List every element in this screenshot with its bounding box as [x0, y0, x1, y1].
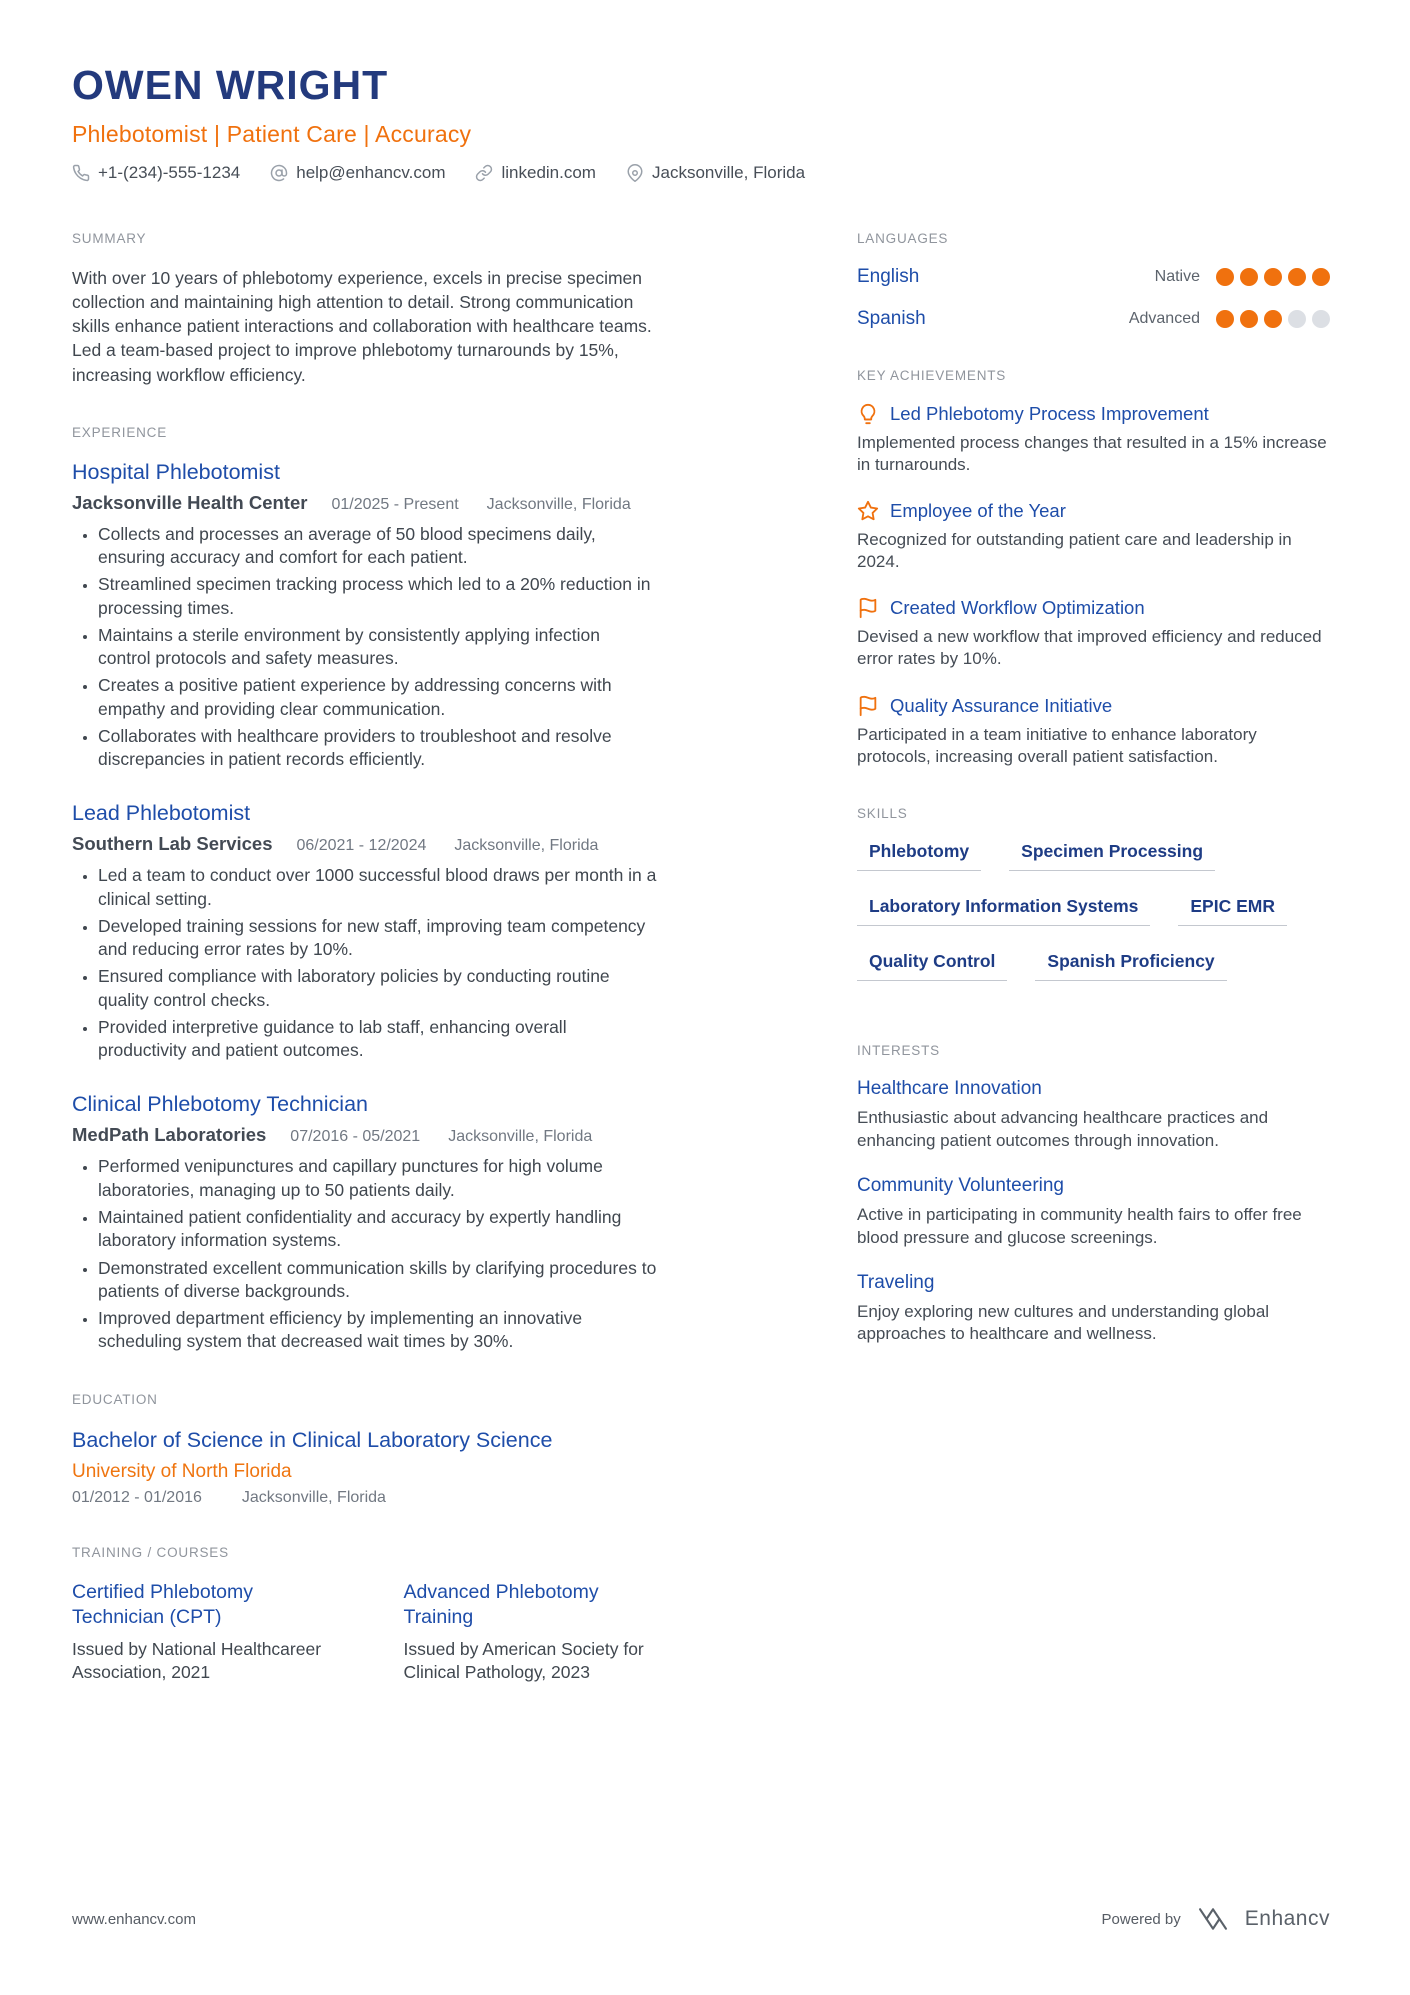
- brand-name: Enhancv: [1244, 1907, 1330, 1930]
- university-name: University of North Florida: [72, 1461, 292, 1483]
- level-dot-filled: [1264, 268, 1282, 286]
- achievement-entry: [857, 597, 1330, 670]
- achievement-text: Participated in a team initiative to enhance laboratory protocols, increasing overall patient satisfaction.: [857, 724, 1257, 766]
- job-bullet: • Ensured compliance with laboratory policies by conducting routine quality control checks.: [98, 965, 657, 1012]
- content-columns: [72, 193, 1330, 1684]
- experience-entry: [72, 460, 657, 772]
- job-location: Jacksonville, Florida: [486, 495, 631, 513]
- powered-by: [1102, 1905, 1330, 1933]
- experience-section-label: EXPERIENCE: [72, 424, 168, 440]
- level-dot-filled: [1264, 310, 1282, 328]
- contact-item[interactable]: [475, 163, 596, 183]
- course-issuer: Issued by American Society for Clinical Pathology, 2023: [403, 1639, 644, 1682]
- level-dot-empty: [1312, 310, 1330, 328]
- language-list: [857, 266, 1330, 330]
- interest-list: [857, 1078, 1330, 1347]
- interest-title: Healthcare Innovation: [857, 1077, 1042, 1099]
- summary-section: [72, 231, 657, 387]
- job-bullet: • Collaborates with healthcare providers to troubleshoot and resolve discrepancies in patient records efficiently.: [98, 725, 657, 772]
- skills-section: [857, 806, 1330, 981]
- achievement-text: Implemented process changes that resulted in a 15% increase in turnarounds.: [857, 433, 1327, 475]
- achievement-text: Recognized for outstanding patient care and leadership in 2024.: [857, 530, 1292, 572]
- achievement-list: [857, 403, 1330, 768]
- job-date-range: 06/2021 - 12/2024: [296, 837, 427, 855]
- training-section: [72, 1545, 657, 1683]
- job-date-range: 07/2016 - 05/2021: [290, 1128, 421, 1146]
- job-bullet: • Maintained patient confidentiality and accuracy by expertly handling laboratory information systems.: [98, 1206, 657, 1253]
- bullet-list: [72, 1155, 657, 1353]
- language-level-dots: [1216, 268, 1330, 286]
- summary-text: With over 10 years of phlebotomy experience, excels in precise specimen collection and maintaining high attention to detail. Strong communication skills enhance patient interactions and collaboration with healthcare teams. Led a team-based project to improve phlebotomy turnarounds by 15%, increasing workflow efficiency.: [72, 268, 652, 385]
- training-section-label: TRAINING / COURSES: [72, 1545, 229, 1561]
- interest-title: Community Volunteering: [857, 1174, 1064, 1196]
- course-entry: [404, 1580, 658, 1683]
- skill-item: Spanish Proficiency: [1035, 951, 1226, 981]
- skill-item: Laboratory Information Systems: [857, 896, 1150, 926]
- contact-text: Jacksonville, Florida: [651, 163, 806, 182]
- bullet-list: [72, 523, 657, 772]
- course-title: Advanced Phlebotomy Training: [403, 1581, 599, 1628]
- footer: [72, 1905, 1330, 1933]
- interest-entry: [857, 1175, 1330, 1250]
- level-dot-filled: [1288, 268, 1306, 286]
- job-bullet: • Performed venipunctures and capillary punctures for high volume laboratories, managing up to 50 patients daily.: [98, 1155, 657, 1202]
- job-bullet: • Led a team to conduct over 1000 successful blood draws per month in a clinical setting.: [98, 864, 657, 911]
- achievements-section: [857, 368, 1330, 768]
- achievement-text: Devised a new workflow that improved efficiency and reduced error rates by 10%.: [857, 627, 1322, 669]
- language-level: Advanced: [1128, 310, 1200, 327]
- experience-entry: [72, 801, 657, 1062]
- course-title: Certified Phlebotomy Technician (CPT): [72, 1581, 254, 1628]
- level-dot-filled: [1240, 268, 1258, 286]
- link-icon: [475, 164, 493, 182]
- interests-section-label: INTERESTS: [857, 1042, 940, 1058]
- footer-url[interactable]: www.enhancv.com: [72, 1910, 196, 1928]
- level-dot-filled: [1216, 310, 1234, 328]
- education-date-range: 01/2012 - 01/2016: [72, 1489, 202, 1507]
- level-dot-filled: [1240, 310, 1258, 328]
- experience-section: [72, 425, 657, 1354]
- level-dot-filled: [1312, 268, 1330, 286]
- skill-item: EPIC EMR: [1178, 896, 1287, 926]
- job-bullet: • Provided interpretive guidance to lab staff, enhancing overall productivity and patient outcomes.: [98, 1016, 657, 1063]
- education-meta: [72, 1489, 657, 1507]
- enhancv-logo-icon: [1191, 1905, 1235, 1933]
- education-location: Jacksonville, Florida: [241, 1489, 386, 1507]
- interest-title: Traveling: [857, 1271, 935, 1293]
- skill-item: Phlebotomy: [857, 841, 981, 871]
- right-column: [857, 193, 1330, 1684]
- contact-item[interactable]: [72, 163, 240, 183]
- interest-text: Enthusiastic about advancing healthcare practices and enhancing patient outcomes through innovation.: [857, 1107, 1269, 1150]
- interest-text: Active in participating in community health fairs to offer free blood pressure and glucose screenings.: [857, 1204, 1302, 1247]
- job-bullet: • Collects and processes an average of 50 blood specimens daily, ensuring accuracy and comfort for each patient.: [98, 523, 657, 570]
- skill-list: [857, 841, 1330, 981]
- star-icon: [857, 500, 879, 522]
- achievement-title: Quality Assurance Initiative: [890, 694, 1113, 716]
- phone-icon: [72, 164, 90, 182]
- languages-section-label: LANGUAGES: [857, 231, 949, 246]
- achievement-entry: [857, 403, 1330, 476]
- experience-list: [72, 460, 657, 1354]
- achievements-section-label: KEY ACHIEVEMENTS: [857, 368, 1007, 383]
- job-bullet: • Creates a positive patient experience by addressing concerns with empathy and providing clear communication.: [98, 674, 657, 721]
- bullet-list: [72, 864, 657, 1062]
- course-issuer: Issued by National Healthcareer Association, 2021: [72, 1639, 322, 1682]
- language-row: [857, 308, 1330, 330]
- job-title: Lead Phlebotomist: [72, 801, 251, 826]
- language-level-dots: [1216, 310, 1330, 328]
- company-name: MedPath Laboratories: [72, 1124, 267, 1146]
- skill-item: Specimen Processing: [1009, 841, 1215, 871]
- job-bullet: • Developed training sessions for new staff, improving team competency and reducing error rates by 10%.: [98, 915, 657, 962]
- contact-text: help@enhancv.com: [296, 163, 446, 182]
- achievement-entry: [857, 500, 1330, 573]
- language-level: Native: [1154, 268, 1200, 285]
- achievement-title: Led Phlebotomy Process Improvement: [890, 403, 1209, 424]
- location-icon: [626, 164, 644, 182]
- job-title: Clinical Phlebotomy Technician: [72, 1092, 368, 1117]
- contact-item[interactable]: [270, 163, 445, 183]
- contact-row: [72, 163, 1330, 183]
- job-bullet: • Improved department efficiency by implementing an innovative scheduling system that decreased wait times by 30%.: [98, 1307, 657, 1354]
- interest-text: Enjoy exploring new cultures and understanding global approaches to healthcare and wellness.: [857, 1301, 1270, 1344]
- degree-title: Bachelor of Science in Clinical Laboratory Science: [72, 1427, 553, 1452]
- company-name: Southern Lab Services: [72, 833, 273, 855]
- achievement-entry: [857, 695, 1330, 768]
- language-name: English: [857, 266, 920, 287]
- languages-section: [857, 231, 1330, 330]
- job-bullet: • Demonstrated excellent communication skills by clarifying procedures to patients of diverse backgrounds.: [98, 1257, 657, 1304]
- lightbulb-icon: [857, 403, 879, 425]
- candidate-headline: Phlebotomist | Patient Care | Accuracy: [72, 121, 472, 147]
- education-section: [72, 1392, 657, 1508]
- skills-section-label: SKILLS: [857, 805, 908, 821]
- job-meta: [72, 492, 657, 514]
- flag-icon: [857, 597, 879, 619]
- job-bullet: • Maintains a sterile environment by consistently applying infection control protocols and safety measures.: [98, 624, 657, 671]
- achievement-title: Created Workflow Optimization: [890, 597, 1145, 619]
- interests-section: [857, 1043, 1330, 1347]
- job-meta: [72, 1124, 657, 1146]
- company-name: Jacksonville Health Center: [72, 491, 308, 513]
- job-location: Jacksonville, Florida: [454, 837, 599, 855]
- contact-text: linkedin.com: [501, 163, 596, 182]
- job-location: Jacksonville, Florida: [448, 1128, 593, 1146]
- job-title: Hospital Phlebotomist: [72, 459, 280, 484]
- job-bullet: • Streamlined specimen tracking process which led to a 20% reduction in processing times.: [98, 573, 657, 620]
- achievement-title: Employee of the Year: [890, 500, 1066, 522]
- language-name: Spanish: [857, 308, 926, 329]
- flag-icon: [857, 695, 879, 717]
- language-row: [857, 266, 1330, 288]
- powered-by-label: Powered by: [1101, 1910, 1181, 1928]
- interest-entry: [857, 1078, 1330, 1153]
- job-meta: [72, 833, 657, 855]
- at-icon: [270, 164, 288, 182]
- contact-item[interactable]: [626, 163, 805, 183]
- contact-text: +1-(234)-555-1234: [98, 163, 241, 182]
- interest-entry: [857, 1272, 1330, 1347]
- left-column: [72, 193, 657, 1684]
- level-dot-filled: [1216, 268, 1234, 286]
- course-entry: [72, 1580, 326, 1683]
- resume-header: [72, 62, 1330, 183]
- skill-item: Quality Control: [857, 951, 1007, 981]
- summary-section-label: SUMMARY: [72, 231, 147, 246]
- education-section-label: EDUCATION: [72, 1391, 158, 1407]
- experience-entry: [72, 1092, 657, 1353]
- candidate-name: OWEN WRIGHT: [72, 62, 389, 108]
- course-list: [72, 1580, 657, 1683]
- level-dot-empty: [1288, 310, 1306, 328]
- job-date-range: 01/2025 - Present: [331, 495, 459, 513]
